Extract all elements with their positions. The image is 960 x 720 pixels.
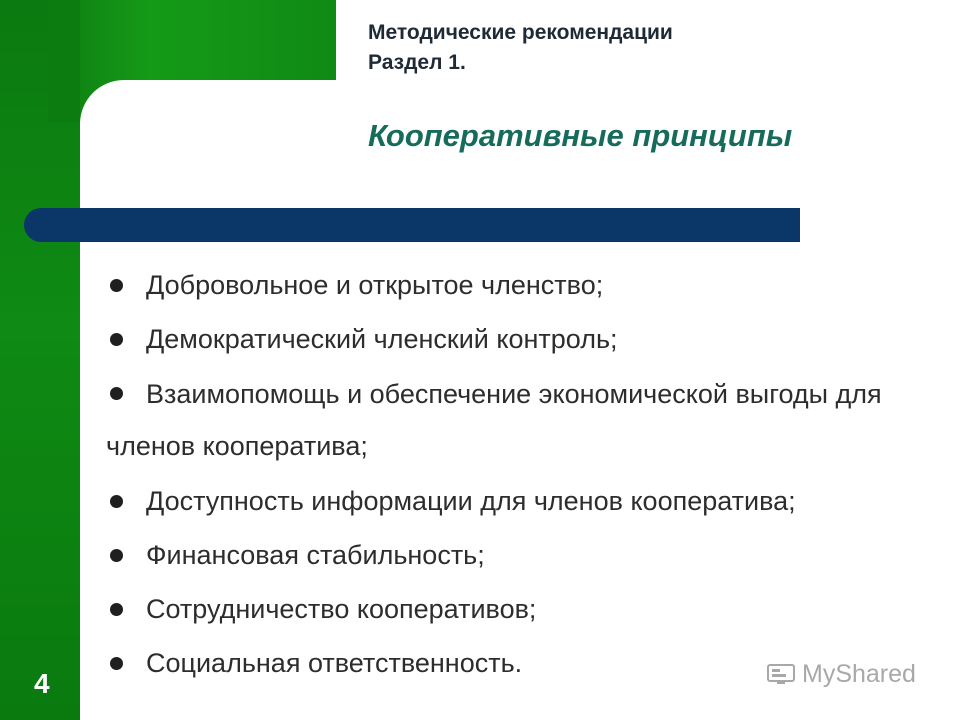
list-item-text: Добровольное и открытое членство; <box>146 270 604 300</box>
list-item <box>106 314 946 364</box>
bullet-dot-icon <box>110 495 123 508</box>
slide-header <box>368 18 928 78</box>
list-item <box>106 368 946 472</box>
page-number: 4 <box>34 668 50 699</box>
myshared-logo-icon <box>766 662 796 686</box>
bullet-dot-icon <box>110 387 123 400</box>
list-item-text: Демократический членский контроль; <box>146 324 618 354</box>
list-item <box>106 476 946 526</box>
title-divider-bar <box>24 208 800 242</box>
watermark <box>766 656 916 692</box>
bullet-dot-icon <box>110 603 123 616</box>
bullet-dot-icon <box>110 549 123 562</box>
list-item-text: Доступность информации для членов кооператива; <box>146 486 796 516</box>
header-line-1: Методические рекомендации <box>368 21 673 44</box>
bullet-dot-icon <box>110 657 123 670</box>
green-inset-strip <box>48 0 80 122</box>
list-item-text: Сотрудничество кооперативов; <box>146 594 537 624</box>
bullet-dot-icon <box>110 279 123 292</box>
slide-title: Кооперативные принципы <box>368 118 793 153</box>
list-item-text: Взаимопомощь и обеспечение экономической выгоды для членов кооператива; <box>106 379 882 461</box>
bullet-dot-icon <box>110 333 123 346</box>
header-line-2: Раздел 1. <box>368 51 466 74</box>
principles-list <box>106 260 946 692</box>
list-item <box>106 530 946 580</box>
list-item-text: Финансовая стабильность; <box>146 540 485 570</box>
watermark-text: MyShared <box>802 659 916 688</box>
list-item-text: Социальная ответственность. <box>146 648 523 678</box>
list-item <box>106 260 946 310</box>
list-item <box>106 584 946 634</box>
